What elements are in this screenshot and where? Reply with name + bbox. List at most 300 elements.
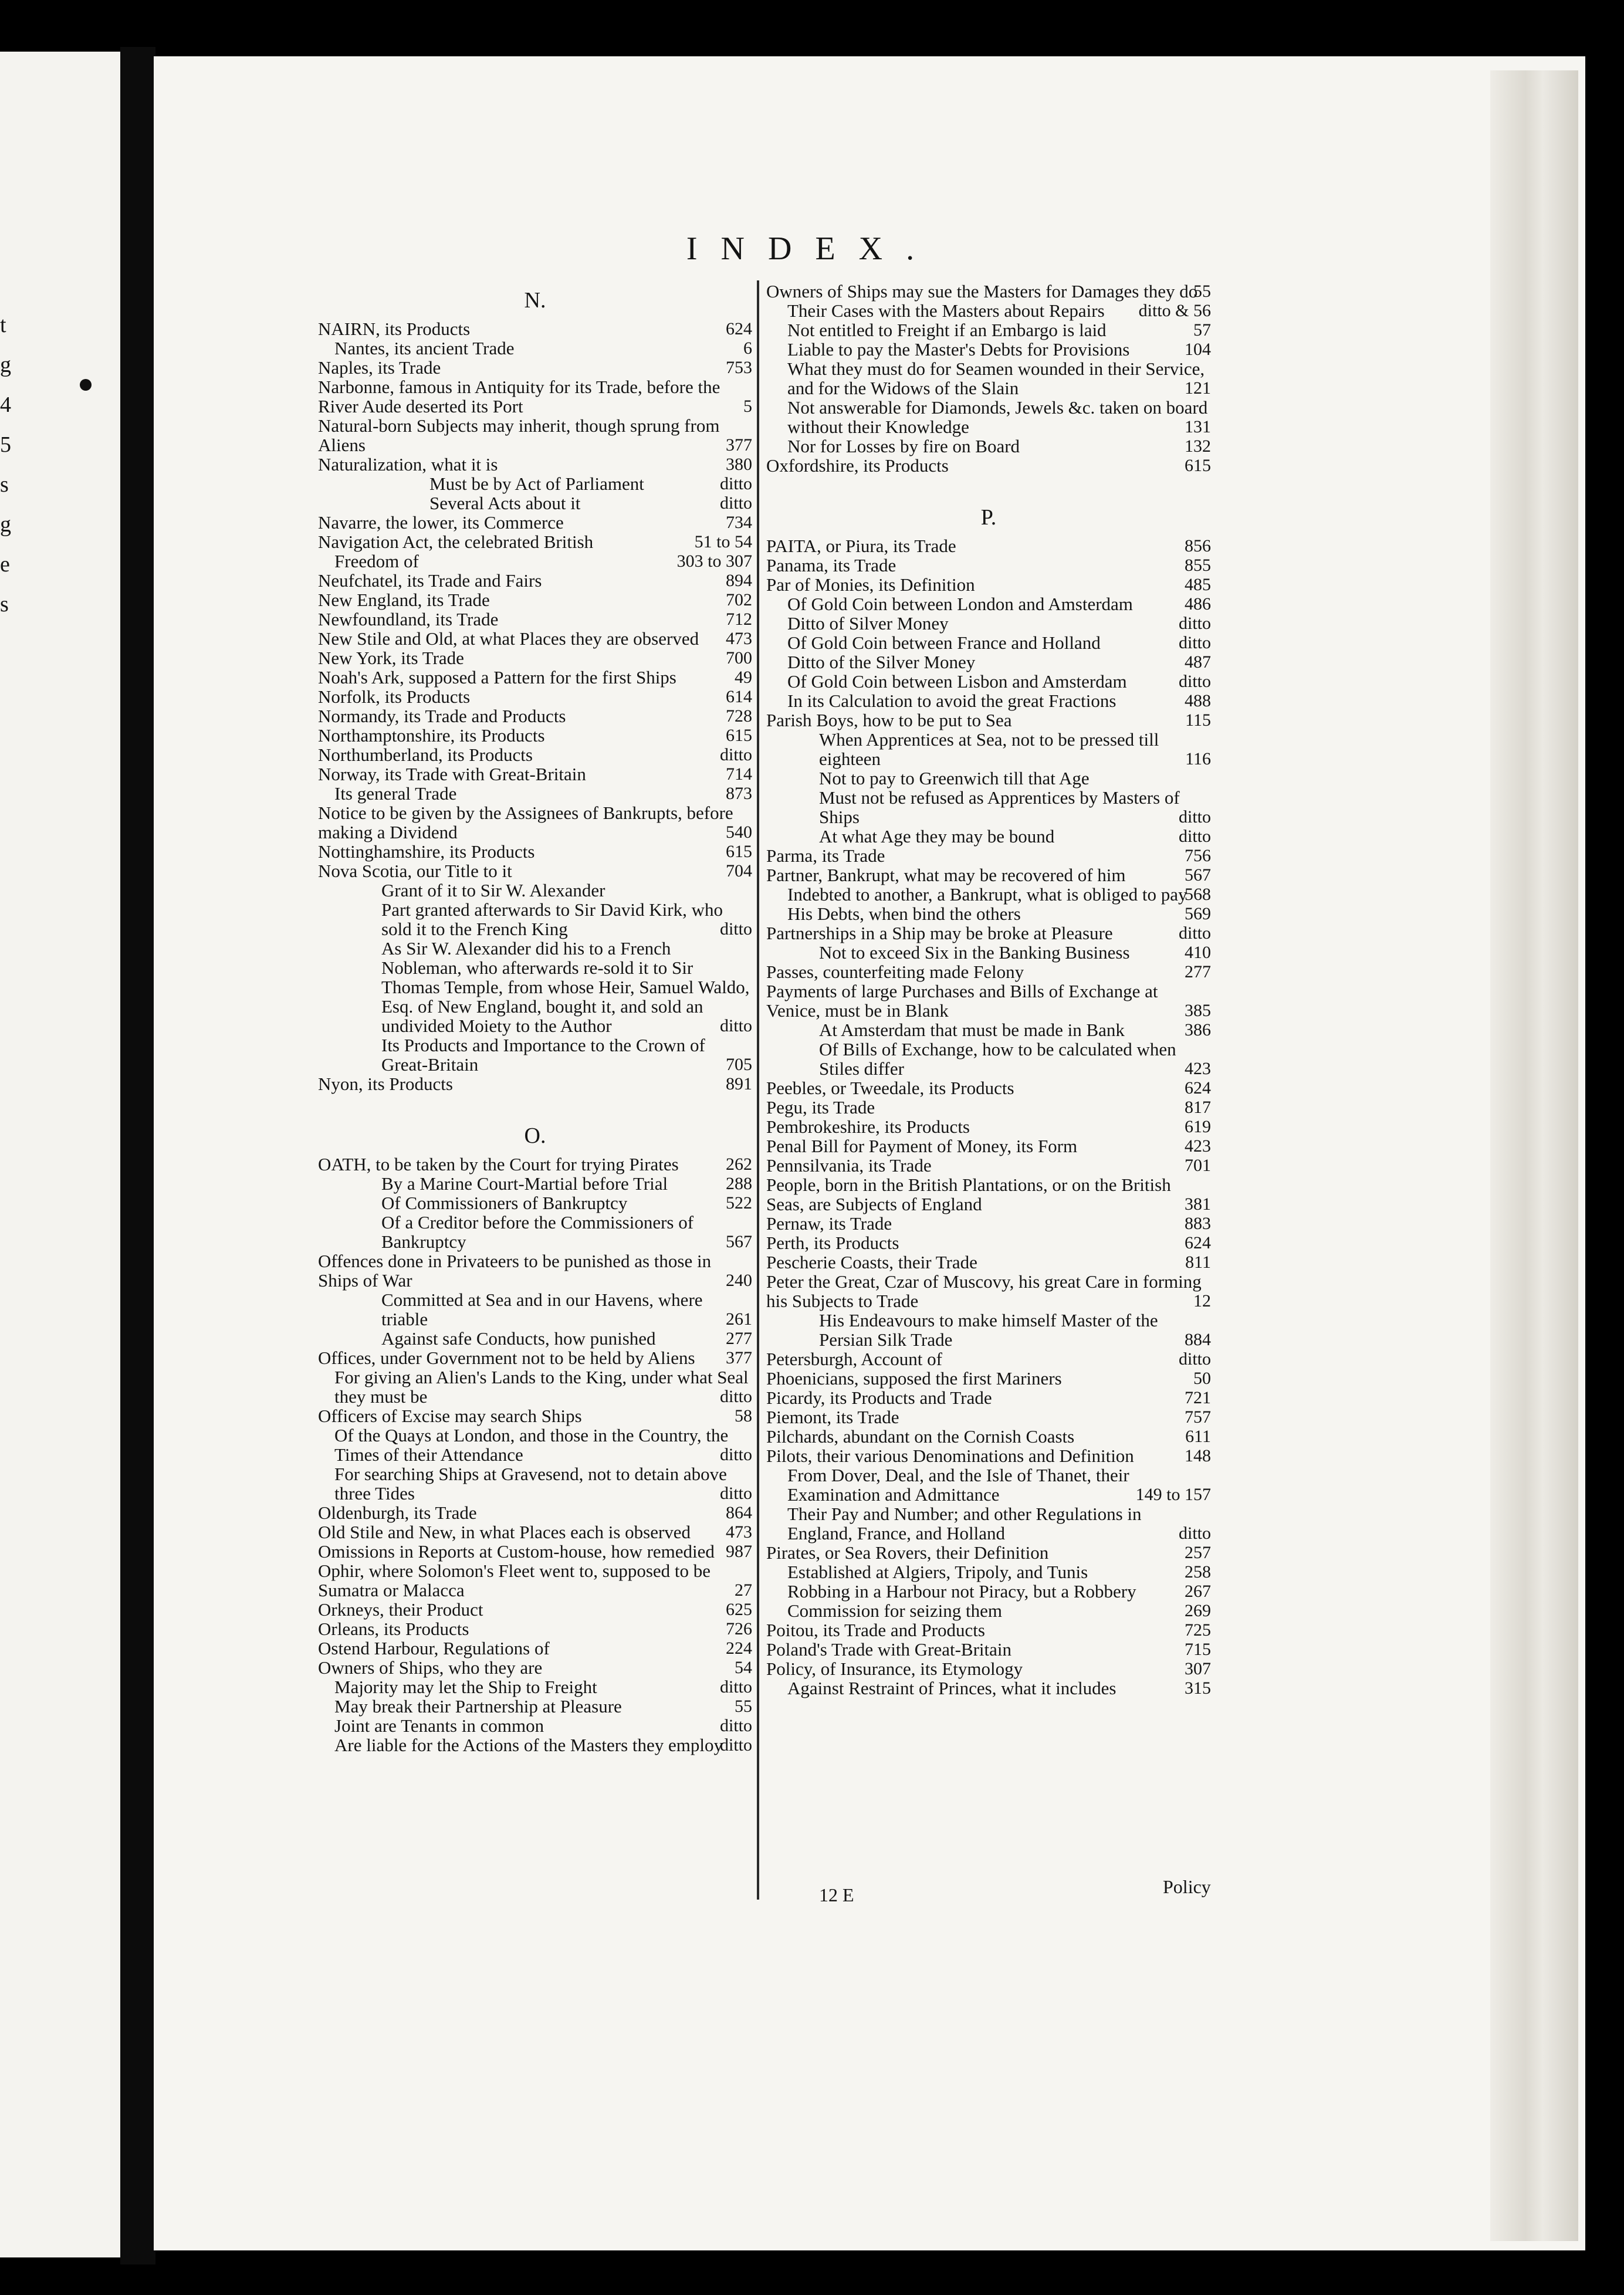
index-entry <box>766 1020 1211 1040</box>
entry-text: Piemont, its Trade <box>766 1407 899 1427</box>
entry-page: 410 <box>1185 943 1211 962</box>
entry-text: Of Bills of Exchange, how to be calculated when Stiles differ <box>819 1039 1176 1079</box>
entry-text: His Debts, when bind the others <box>787 903 1021 924</box>
index-entry <box>766 1136 1211 1156</box>
entry-text: Grant of it to Sir W. Alexander <box>381 880 605 901</box>
entry-text: Robbing in a Harbour not Piracy, but a Robbery <box>787 1581 1136 1602</box>
entry-text: Northumberland, its Products <box>318 744 533 765</box>
entry-page: 619 <box>1185 1117 1211 1136</box>
index-entry <box>766 1465 1211 1504</box>
index-entry <box>766 282 1211 301</box>
index-entry <box>318 1251 752 1290</box>
entry-text: Must not be refused as Apprentices by Masters of Ships <box>819 787 1180 827</box>
entry-text: In its Calculation to avoid the great Fractions <box>787 690 1116 711</box>
entry-text: Part granted afterwards to Sir David Kirk, who sold it to the French King <box>381 899 723 939</box>
entry-text: Ditto of the Silver Money <box>787 652 976 672</box>
facing-page-letter: g <box>0 512 11 537</box>
entry-text: Picardy, its Products and Trade <box>766 1387 992 1408</box>
index-entry <box>766 1388 1211 1407</box>
entry-page: 615 <box>726 842 752 861</box>
entry-page: 726 <box>726 1619 752 1639</box>
entry-text: Nantes, its ancient Trade <box>334 338 515 358</box>
index-entry <box>318 1426 752 1464</box>
entry-text: Penal Bill for Payment of Money, its Form <box>766 1136 1078 1156</box>
entry-page: 381 <box>1185 1194 1211 1214</box>
index-entry <box>766 904 1211 923</box>
page-title: INDEX. <box>686 231 938 267</box>
entry-text: Peter the Great, Czar of Muscovy, his great Care in forming his Subjects to Trade <box>766 1271 1202 1311</box>
entry-text: People, born in the British Plantations, or on the British Seas, are Subjects of England <box>766 1174 1171 1214</box>
entry-text: By a Marine Court-Martial before Trial <box>381 1173 668 1194</box>
index-entry <box>318 1697 752 1716</box>
index-entry <box>318 1503 752 1522</box>
entry-page: 303 to 307 <box>676 551 752 571</box>
entry-text: His Endeavours to make himself Master of the Persian Silk Trade <box>819 1310 1158 1350</box>
entry-page: ditto <box>719 474 752 493</box>
entry-text: NAIRN, its Products <box>318 319 471 339</box>
index-entry <box>766 1407 1211 1427</box>
entry-text: What they must do for Seamen wounded in their Service, and for the Widows of the Slain <box>787 358 1205 398</box>
left-column <box>318 282 752 1755</box>
index-entry <box>766 1562 1211 1582</box>
entry-text: As Sir W. Alexander did his to a French Nobleman, who afterwards re-sold it to Sir Thomas Temple, from whose Heir, Samuel Waldo, Esq. of New England, bought it, and sold an undivided Moiety to the Author <box>381 938 750 1036</box>
entry-page: 873 <box>726 784 752 803</box>
index-entry <box>318 1367 752 1406</box>
entry-text: Norfolk, its Products <box>318 686 471 707</box>
entry-text: Noah's Ark, supposed a Pattern for the first Ships <box>318 667 676 688</box>
entry-text: Nova Scotia, our Title to it <box>318 861 512 881</box>
entry-text: Owners of Ships may sue the Masters for Damages they do <box>766 281 1198 302</box>
entry-page: 6 <box>743 339 752 358</box>
entry-text: Nyon, its Products <box>318 1074 453 1094</box>
index-entry <box>766 1311 1211 1349</box>
index-entry <box>766 536 1211 556</box>
index-entry <box>766 846 1211 865</box>
entry-text: At Amsterdam that must be made in Bank <box>819 1020 1125 1040</box>
entry-text: Orkneys, their Product <box>318 1599 483 1620</box>
index-entry <box>766 1078 1211 1098</box>
entry-page: 864 <box>726 1503 752 1522</box>
entry-text: For giving an Alien's Lands to the King, under what Seal they must be <box>334 1367 749 1407</box>
entry-page: 5 <box>743 397 752 416</box>
entry-page: 567 <box>726 1232 752 1251</box>
entry-text: Officers of Excise may search Ships <box>318 1406 582 1426</box>
index-entry <box>766 1369 1211 1388</box>
index-entry <box>766 1098 1211 1117</box>
entry-text: Narbonne, famous in Antiquity for its Trade, before the River Aude deserted its Port <box>318 377 720 417</box>
entry-text: May break their Partnership at Pleasure <box>334 1696 622 1717</box>
entry-page: 149 to 157 <box>1135 1485 1211 1504</box>
entry-page: 51 to 54 <box>694 532 752 551</box>
index-entry <box>766 923 1211 943</box>
index-entry <box>318 377 752 416</box>
index-entry <box>318 551 752 571</box>
entry-text: Partnerships in a Ship may be broke at Pleasure <box>766 923 1113 943</box>
column-rule <box>757 280 759 1900</box>
entry-text: Committed at Sea and in our Havens, where triable <box>381 1289 703 1329</box>
entry-page: 725 <box>1185 1620 1211 1640</box>
entry-text: Parish Boys, how to be put to Sea <box>766 710 1012 730</box>
entry-text: Their Cases with the Masters about Repairs <box>787 300 1105 321</box>
entry-page: 712 <box>726 610 752 629</box>
index-entry <box>766 691 1211 710</box>
entry-page: ditto <box>719 1716 752 1735</box>
section-letter: N. <box>524 288 546 313</box>
index-entry <box>766 788 1211 827</box>
entry-text: Normandy, its Trade and Products <box>318 706 566 726</box>
entry-page: 132 <box>1185 436 1211 456</box>
entry-text: Their Pay and Number; and other Regulations in England, France, and Holland <box>787 1504 1142 1543</box>
entry-page: 115 <box>1185 710 1211 730</box>
entry-page: ditto <box>1178 633 1211 652</box>
index-entry <box>766 1446 1211 1465</box>
index-entry <box>318 1639 752 1658</box>
entry-page: 488 <box>1185 691 1211 710</box>
entry-page: 386 <box>1185 1020 1211 1040</box>
entry-page: 624 <box>1185 1078 1211 1098</box>
entry-text: Norway, its Trade with Great-Britain <box>318 764 586 784</box>
entry-page: 701 <box>1185 1156 1211 1175</box>
facing-page-letter: g <box>0 353 11 377</box>
entry-text: Neufchatel, its Trade and Fairs <box>318 570 542 591</box>
entry-text: Of the Quays at London, and those in the Country, the Times of their Attendance <box>334 1425 729 1465</box>
entry-page: ditto <box>719 1735 752 1755</box>
entry-text: Pilots, their various Denominations and Definition <box>766 1446 1134 1466</box>
entry-text: Owners of Ships, who they are <box>318 1657 543 1678</box>
entry-page: ditto <box>1178 672 1211 691</box>
entry-page: 714 <box>726 764 752 784</box>
index-entry <box>318 513 752 532</box>
entry-text: From Dover, Deal, and the Isle of Thanet, their Examination and Admittance <box>787 1465 1129 1505</box>
index-entry <box>318 726 752 745</box>
entry-page: 57 <box>1193 320 1211 340</box>
index-entry <box>766 1504 1211 1543</box>
index-entry <box>318 1677 752 1697</box>
index-entry <box>766 827 1211 846</box>
index-entry <box>318 1716 752 1735</box>
entry-page: 377 <box>726 1348 752 1367</box>
index-entry <box>318 1600 752 1619</box>
entry-text: PAITA, or Piura, its Trade <box>766 536 956 556</box>
entry-text: Partner, Bankrupt, what may be recovered of him <box>766 865 1126 885</box>
entry-text: Ophir, where Solomon's Fleet went to, supposed to be Sumatra or Malacca <box>318 1561 711 1600</box>
entry-page: ditto <box>719 1016 752 1035</box>
index-entry <box>318 1619 752 1639</box>
index-entry <box>318 745 752 764</box>
entry-page: 611 <box>1185 1427 1211 1446</box>
entry-text: Not to pay to Greenwich till that Age <box>819 768 1090 788</box>
entry-page: 894 <box>726 571 752 590</box>
entry-text: Of Commissioners of Bankruptcy <box>381 1193 628 1213</box>
entry-text: Nottinghamshire, its Products <box>318 841 535 862</box>
entry-text: Of Gold Coin between London and Amsterdam <box>787 594 1133 614</box>
index-entry <box>766 1659 1211 1678</box>
entry-page: 58 <box>735 1406 752 1426</box>
entry-text: Offices, under Government not to be held by Aliens <box>318 1348 695 1368</box>
entry-page: 487 <box>1185 652 1211 672</box>
index-entry <box>318 861 752 881</box>
index-entry <box>766 594 1211 614</box>
index-entry <box>318 706 752 726</box>
entry-page: 240 <box>726 1271 752 1290</box>
entry-page: 104 <box>1185 340 1211 359</box>
entry-page: 485 <box>1185 575 1211 594</box>
entry-text: Pembrokeshire, its Products <box>766 1116 970 1137</box>
entry-page: 715 <box>1185 1640 1211 1659</box>
entry-page: 257 <box>1185 1543 1211 1562</box>
facing-page-letter: e <box>0 552 10 577</box>
entry-text: Liable to pay the Master's Debts for Provisions <box>787 339 1130 360</box>
book-gutter <box>120 47 155 2264</box>
index-entry <box>318 939 752 1035</box>
ink-blot <box>80 379 92 391</box>
entry-text: Navarre, the lower, its Commerce <box>318 512 564 533</box>
entry-page: 753 <box>726 358 752 377</box>
index-entry <box>766 1427 1211 1446</box>
entry-page: 856 <box>1185 536 1211 556</box>
index-entry <box>766 885 1211 904</box>
index-entry <box>318 784 752 803</box>
entry-page: ditto <box>719 1445 752 1464</box>
index-entry <box>766 1620 1211 1640</box>
entry-page: ditto <box>1178 807 1211 827</box>
entry-text: Pennsilvania, its Trade <box>766 1155 932 1176</box>
entry-text: Pilchards, abundant on the Cornish Coasts <box>766 1426 1075 1447</box>
entry-text: Perth, its Products <box>766 1233 899 1253</box>
entry-text: Of Gold Coin between Lisbon and Amsterdam <box>787 671 1127 692</box>
entry-page: ditto <box>1178 614 1211 633</box>
entry-text: Its general Trade <box>334 783 457 804</box>
index-entry <box>318 1213 752 1251</box>
entry-page: 625 <box>726 1600 752 1619</box>
entry-page: 315 <box>1185 1678 1211 1698</box>
entry-page: 258 <box>1185 1562 1211 1582</box>
entry-page: 702 <box>726 590 752 610</box>
entry-page: 54 <box>735 1658 752 1677</box>
entry-text: Of Gold Coin between France and Holland <box>787 632 1101 653</box>
index-entry <box>318 1658 752 1677</box>
entry-text: Ostend Harbour, Regulations of <box>318 1638 550 1658</box>
facing-page-fragments <box>0 305 18 624</box>
index-entry <box>318 319 752 339</box>
index-entry <box>318 803 752 842</box>
entry-page: 522 <box>726 1193 752 1213</box>
entry-page: 288 <box>726 1174 752 1193</box>
entry-page: 567 <box>1185 865 1211 885</box>
entry-page: 855 <box>1185 556 1211 575</box>
entry-text: Payments of large Purchases and Bills of Exchange at Venice, must be in Blank <box>766 981 1158 1021</box>
index-entry <box>318 1735 752 1755</box>
entry-text: New Stile and Old, at what Places they are observed <box>318 628 699 649</box>
entry-page: 473 <box>726 1522 752 1542</box>
entry-page: 473 <box>726 629 752 648</box>
entry-page: 277 <box>1185 962 1211 981</box>
index-entry <box>766 359 1211 398</box>
index-entry <box>766 556 1211 575</box>
facing-page-letter: 4 <box>0 392 11 417</box>
index-entry <box>318 1406 752 1426</box>
index-entry <box>318 1542 752 1561</box>
entry-page: ditto <box>1178 1524 1211 1543</box>
entry-text: For searching Ships at Gravesend, not to detain above three Tides <box>334 1464 727 1504</box>
entry-page: 891 <box>726 1074 752 1094</box>
index-entry <box>318 687 752 706</box>
entry-text: Naturalization, what it is <box>318 454 498 475</box>
index-entry <box>318 532 752 551</box>
entry-page: 49 <box>735 668 752 687</box>
facing-page <box>0 52 120 2257</box>
entry-text: Oldenburgh, its Trade <box>318 1502 477 1523</box>
right-column <box>766 282 1211 1698</box>
index-entry <box>766 730 1211 769</box>
entry-page: 262 <box>726 1155 752 1174</box>
entry-page: 704 <box>726 861 752 881</box>
entry-text: Nor for Losses by fire on Board <box>787 436 1020 456</box>
entry-page: ditto <box>719 1677 752 1697</box>
index-entry <box>766 614 1211 633</box>
entry-text: Oxfordshire, its Products <box>766 455 949 476</box>
entry-page: 884 <box>1185 1330 1211 1349</box>
index-entry <box>318 668 752 687</box>
index-entry <box>766 1272 1211 1311</box>
index-entry <box>766 865 1211 885</box>
entry-page: 569 <box>1185 904 1211 923</box>
index-entry <box>766 320 1211 340</box>
entry-page: 624 <box>1185 1233 1211 1253</box>
entry-text: At what Age they may be bound <box>819 826 1055 847</box>
index-entry <box>318 1561 752 1600</box>
entry-text: Established at Algiers, Tripoly, and Tunis <box>787 1562 1088 1582</box>
entry-page: 615 <box>1185 456 1211 475</box>
entry-page: ditto <box>719 493 752 513</box>
entry-text: Pirates, or Sea Rovers, their Definition <box>766 1542 1049 1563</box>
entry-page: 50 <box>1193 1369 1211 1388</box>
index-entry <box>766 1640 1211 1659</box>
facing-page-letter: s <box>0 472 9 497</box>
entry-page: 27 <box>735 1580 752 1600</box>
entry-text: Policy, of Insurance, its Etymology <box>766 1658 1023 1679</box>
index-entry <box>766 398 1211 436</box>
entry-page: 131 <box>1185 417 1211 436</box>
entry-text: Are liable for the Actions of the Masters they employ <box>334 1735 723 1755</box>
index-entry <box>766 672 1211 691</box>
entry-page: 817 <box>1185 1098 1211 1117</box>
index-entry <box>766 943 1211 962</box>
entry-page: ditto <box>719 1484 752 1503</box>
index-entry <box>766 340 1211 359</box>
entry-text: Panama, its Trade <box>766 555 896 576</box>
index-entry <box>318 455 752 474</box>
entry-page: 307 <box>1185 1659 1211 1678</box>
entry-page: 624 <box>726 319 752 339</box>
entry-page: 615 <box>726 726 752 745</box>
entry-page: 380 <box>726 455 752 474</box>
index-entry <box>766 1543 1211 1562</box>
index-entry <box>318 1290 752 1329</box>
entry-page: 423 <box>1185 1059 1211 1078</box>
entry-text: Parma, its Trade <box>766 845 885 866</box>
entry-page: ditto <box>719 1387 752 1406</box>
index-entry <box>318 1174 752 1193</box>
index-entry <box>766 652 1211 672</box>
index-entry <box>318 1035 752 1074</box>
facing-page-letter: s <box>0 592 9 617</box>
entry-text: Pescherie Coasts, their Trade <box>766 1252 977 1272</box>
entry-text: Pegu, its Trade <box>766 1097 875 1118</box>
index-entry <box>766 1349 1211 1369</box>
index-entry <box>766 1175 1211 1214</box>
entry-text: Northamptonshire, its Products <box>318 725 545 746</box>
entry-page: 277 <box>726 1329 752 1348</box>
entry-text: Natural-born Subjects may inherit, though sprung from Aliens <box>318 415 720 455</box>
entry-text: Its Products and Importance to the Crown of Great-Britain <box>381 1035 705 1075</box>
entry-text: Freedom of <box>334 551 419 571</box>
index-entry <box>318 1193 752 1213</box>
index-entry <box>318 1522 752 1542</box>
entry-text: Ditto of Silver Money <box>787 613 949 634</box>
entry-page: 734 <box>726 513 752 532</box>
signature-mark: 12 E <box>819 1884 854 1905</box>
entry-page: ditto <box>1178 827 1211 846</box>
entry-text: Navigation Act, the celebrated British <box>318 532 594 552</box>
entry-text: Naples, its Trade <box>318 357 441 378</box>
entry-text: OATH, to be taken by the Court for trying Pirates <box>318 1154 679 1174</box>
entry-page: 883 <box>1185 1214 1211 1233</box>
index-entry <box>318 1464 752 1503</box>
entry-text: Must be by Act of Parliament <box>429 473 644 494</box>
index-entry <box>318 1329 752 1348</box>
entry-page: 721 <box>1185 1388 1211 1407</box>
entry-page: 121 <box>1185 378 1211 398</box>
entry-text: Petersburgh, Account of <box>766 1349 942 1369</box>
catchword: Policy <box>1163 1876 1211 1897</box>
entry-page: ditto <box>719 919 752 939</box>
index-entry <box>318 1348 752 1367</box>
entry-text: Not to exceed Six in the Banking Business <box>819 942 1130 963</box>
section-letter: P. <box>980 505 997 530</box>
facing-page-letter: t <box>0 313 6 337</box>
entry-text: Passes, counterfeiting made Felony <box>766 962 1024 982</box>
entry-page: 614 <box>726 687 752 706</box>
index-entry <box>318 1074 752 1094</box>
index-entry <box>318 474 752 493</box>
index-entry <box>766 710 1211 730</box>
index-entry <box>766 962 1211 981</box>
entry-page: 757 <box>1185 1407 1211 1427</box>
entry-text: Against safe Conducts, how punished <box>381 1328 656 1349</box>
entry-text: Not entitled to Freight if an Embargo is laid <box>787 320 1107 340</box>
section-gap <box>766 475 1211 499</box>
entry-page: 756 <box>1185 846 1211 865</box>
index-entry <box>766 981 1211 1020</box>
index-entry <box>318 881 752 900</box>
entry-text: Offences done in Privateers to be punished as those in Ships of War <box>318 1251 712 1291</box>
index-entry <box>766 1678 1211 1698</box>
index-entry <box>766 436 1211 456</box>
entry-page: 12 <box>1193 1291 1211 1311</box>
entry-page: 224 <box>726 1639 752 1658</box>
index-entry <box>318 416 752 455</box>
index-entry <box>318 1155 752 1174</box>
entry-page: 700 <box>726 648 752 668</box>
entry-text: Commission for seizing them <box>787 1600 1002 1621</box>
entry-text: Omissions in Reports at Custom-house, how remedied <box>318 1541 715 1562</box>
entry-page: ditto & 56 <box>1138 301 1211 320</box>
entry-page: ditto <box>1178 1349 1211 1369</box>
index-entry <box>318 900 752 939</box>
index-entry <box>766 1117 1211 1136</box>
entry-text: Peebles, or Tweedale, its Products <box>766 1078 1014 1098</box>
